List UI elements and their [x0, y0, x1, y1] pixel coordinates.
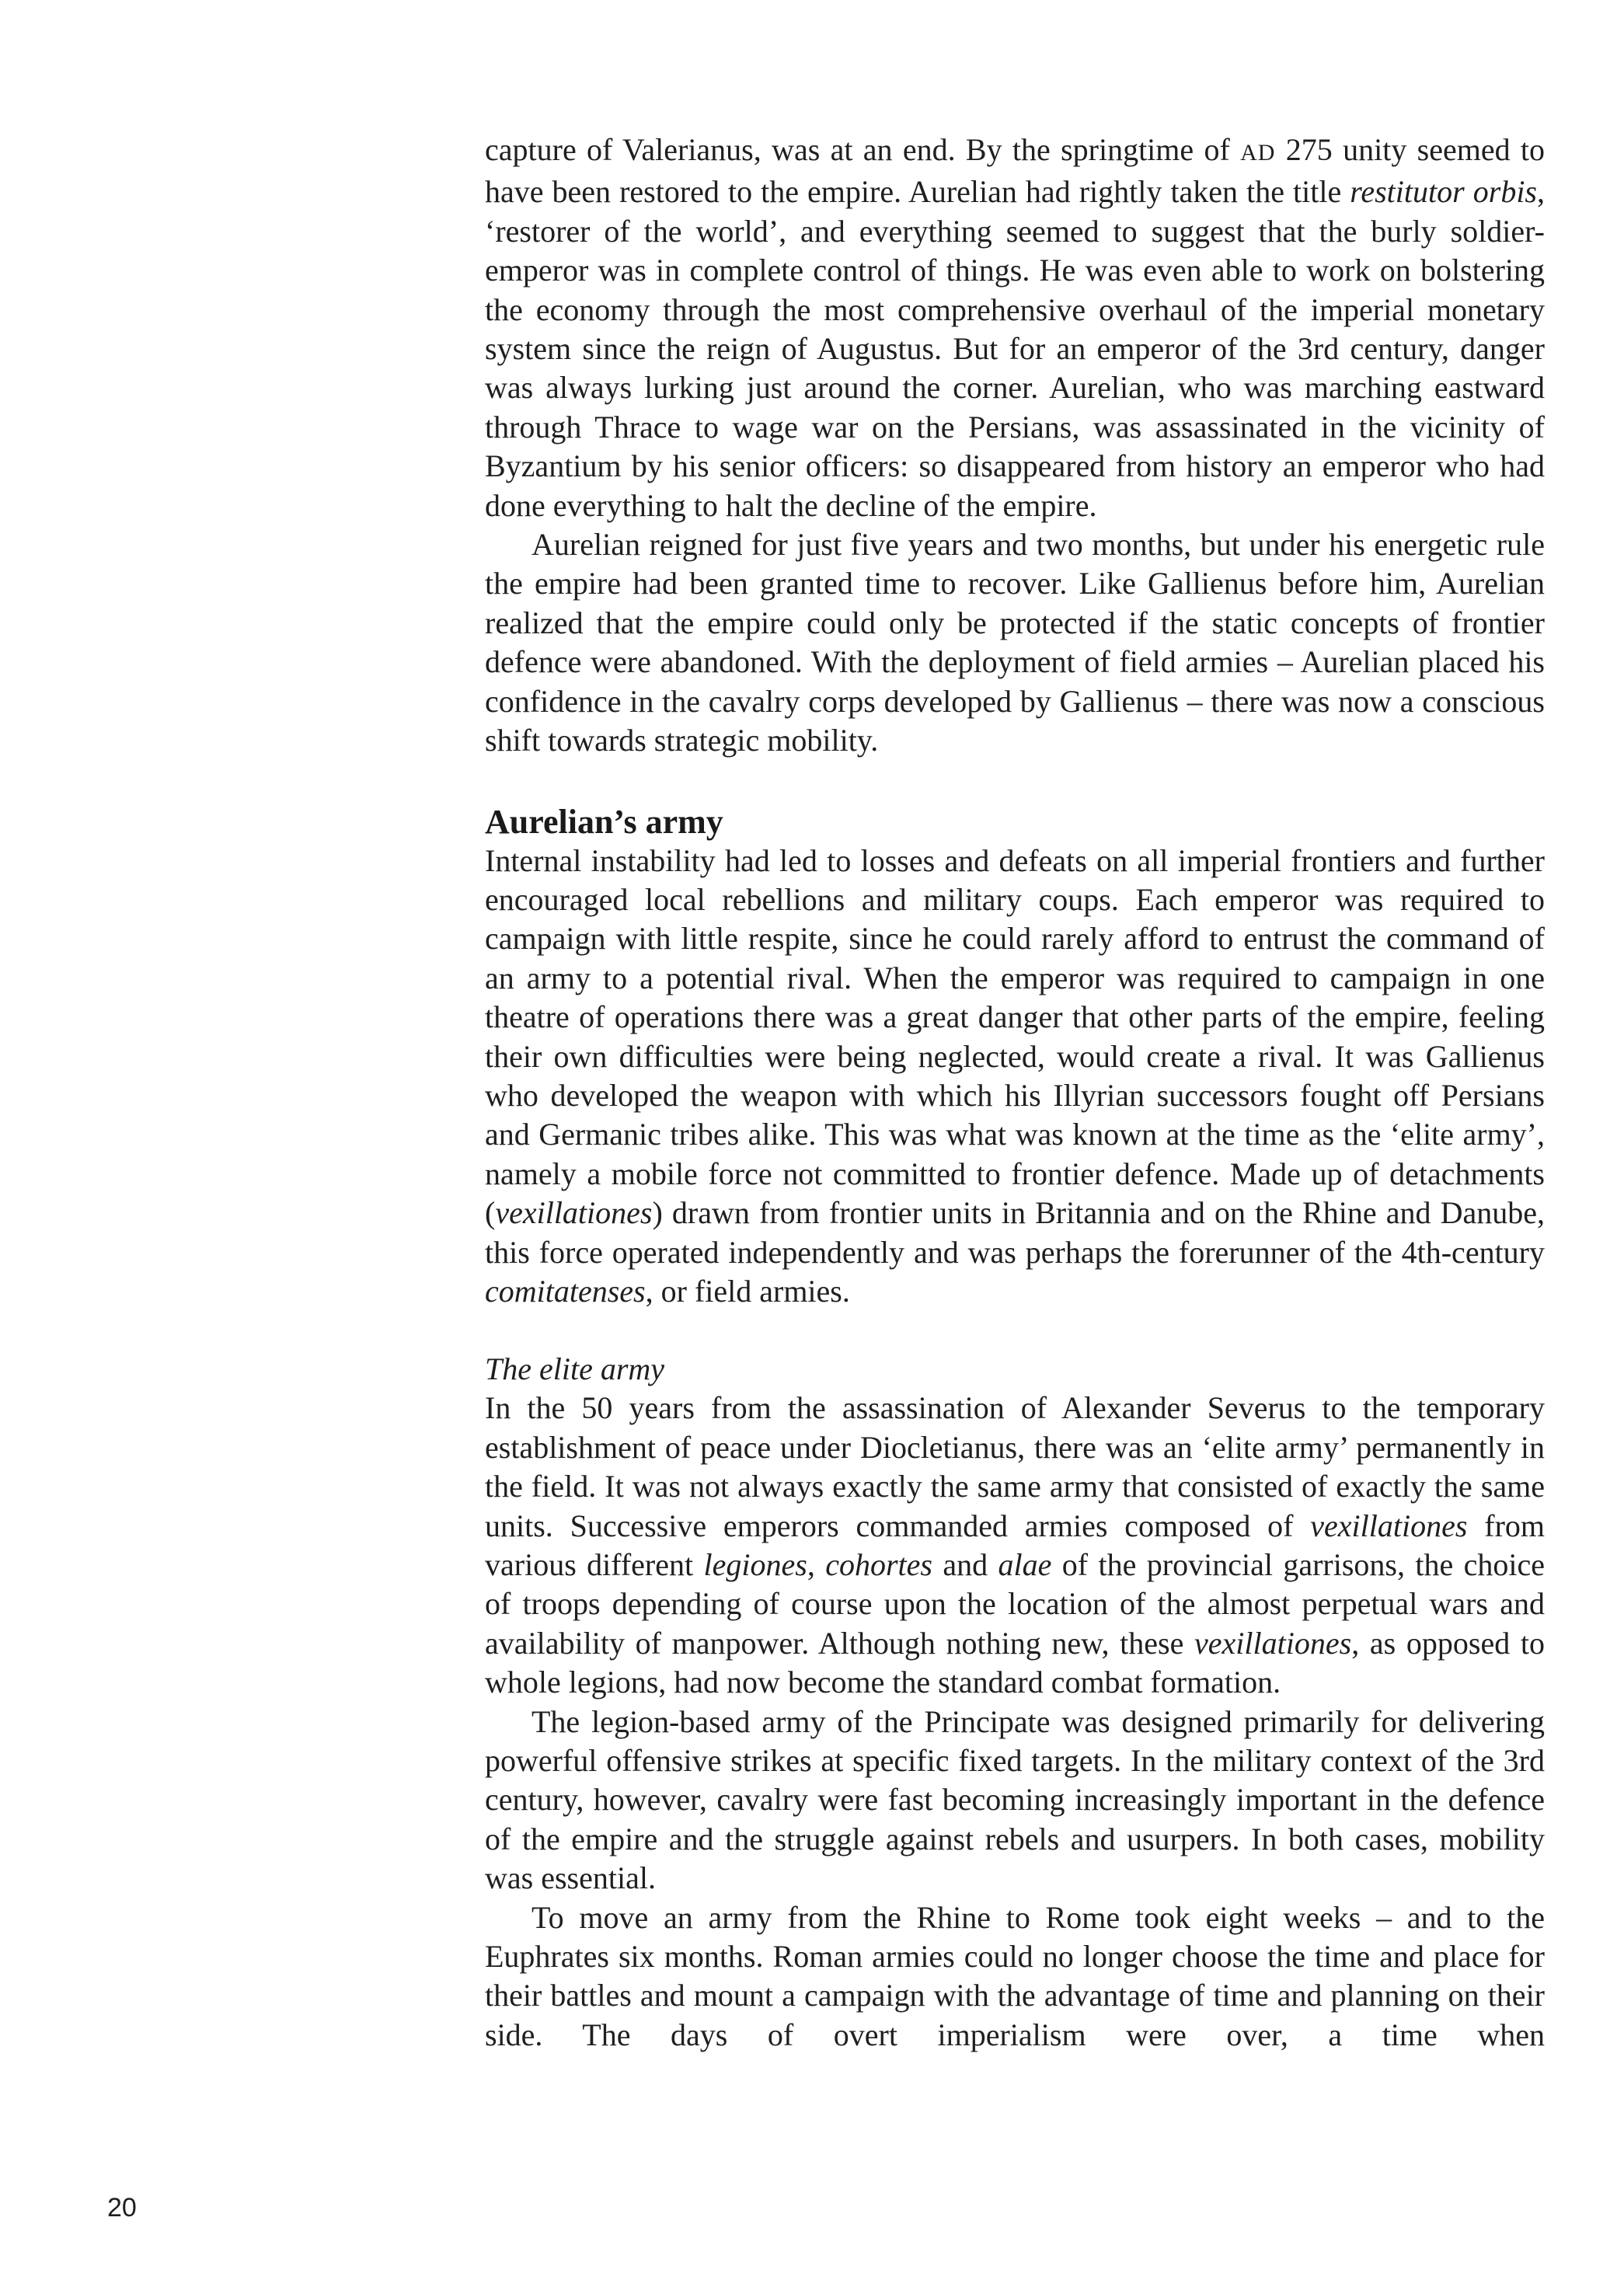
paragraph-3-text-a: Internal instability had led to losses and defeats on all imperial frontiers and further encouraged local rebellions and military coups. Each emperor was required to campaign with little respite, since he could rarely afford to entrust the command of an army to a potential rival. When the emperor was required to campaign in one theatre of operations there was a great danger that other parts of the empire, feeling their own difficulties were being neglected, would create a rival. It was Gallienus who developed the weapon with which his Illyrian successors fought off Persians and Germanic tribes alike. This was what was known at the time as the ‘elite army’, namely a mobile force not committed to frontier defence. Made up of detachments (: [485, 842, 1545, 1231]
latin-term-vexillationes: vexillationes: [1310, 1508, 1468, 1543]
latin-title-restitutor-orbis: restitutor orbis: [1350, 174, 1537, 210]
section-heading-aurelians-army: Aurelian’s army: [485, 802, 723, 841]
text-column: [485, 131, 1545, 2055]
paragraph-3-text-b: ) drawn from frontier units in Britannia and on the Rhine and Danube, this force operated independently and was perhaps the forerunner of the 4th-century: [485, 1195, 1545, 1270]
latin-term-alae: alae: [998, 1547, 1052, 1582]
paragraph-3-text-c: , or field armies.: [645, 1273, 850, 1309]
subsection-heading-elite-army: The elite army: [485, 1351, 665, 1387]
paragraph-1-text-c: , ‘restorer of the world’, and everything seemed to suggest that the burly soldier-emperor was in complete control of things. He was even able to work on bolstering the economy through the most comprehensive overhaul of the imperial monetary system since the reign of Augustus. But for an emperor of the 3rd century, danger was always lurking just around the corner. Aurelian, who was marching eastward through Thrace to wage war on the Persians, was assassinated in the vicinity of Byzantium by his senior officers: so disappeared from history an emperor who had done everything to halt the decline of the empire.: [485, 174, 1545, 523]
latin-term-cohortes: cohortes: [825, 1547, 932, 1582]
paragraph-1-text-a: capture of Valerianus, was at an end. By the springtime of: [485, 132, 1241, 167]
paragraph-4: [485, 1389, 1545, 1702]
latin-term-comitatenses: comitatenses: [485, 1273, 646, 1309]
paragraph-6: To move an army from the Rhine to Rome took eight weeks – and to the Euphrates six months. Roman armies could no longer choose the time and place for their battles and mount a campaign with the advantage of time and planning on their side. The days of overt imperialism were over, a time when: [485, 1899, 1545, 2052]
paragraph-4-text-d: and: [932, 1547, 998, 1582]
paragraph-1: [485, 131, 1545, 525]
paragraph-5: The legion-based army of the Principate was designed primarily for delivering powerful offensive strikes at specific fixed targets. In the military context of the 3rd century, however, cavalry were fast becoming increasingly important in the defence of the empire and the struggle against rebels and usurpers. In both cases, mobility was essential.: [485, 1703, 1545, 1896]
paragraph-1-text-b: 275 unity seemed to have been restored to the empire. Aurelian had rightly taken the title: [485, 132, 1546, 210]
paragraph-3: [485, 842, 1545, 1312]
paragraph-4-text-c: ,: [807, 1547, 826, 1582]
latin-term-vexillationes: vexillationes: [1194, 1625, 1352, 1661]
paragraph-4-text-b: from various different: [485, 1508, 1545, 1582]
paragraph-2: Aurelian reigned for just five years and two months, but under his energetic rule the empire had been granted time to recover. Like Gallienus before him, Aurelian realized that the empire could only be protected if the static concepts of frontier defence were abandoned. With the deployment of field armies – Aurelian placed his confidence in the cavalry corps developed by Gallienus – there was now a conscious shift towards strategic mobility.: [485, 527, 1545, 758]
latin-term-vexillationes: vexillationes: [495, 1195, 653, 1231]
paragraph-4-text-f: , as opposed to whole legions, had now become the standard combat formation.: [485, 1625, 1545, 1700]
latin-term-legiones: legiones: [703, 1547, 807, 1582]
era-abbreviation: AD: [1240, 140, 1276, 166]
page-number: 20: [107, 2193, 137, 2222]
paragraph-4-text-e: of the provincial garrisons, the choice of troops depending of course upon the location of the almost perpetual wars and availability of manpower. Although nothing new, these: [485, 1547, 1545, 1661]
paragraph-4-text-a: In the 50 years from the assassination of Alexander Severus to the temporary establishment of peace under Diocletianus, there was an ‘elite army’ permanently in the field. It was not always exactly the same army that consisted of exactly the same units. Successive emperors commanded armies composed of: [485, 1390, 1545, 1543]
